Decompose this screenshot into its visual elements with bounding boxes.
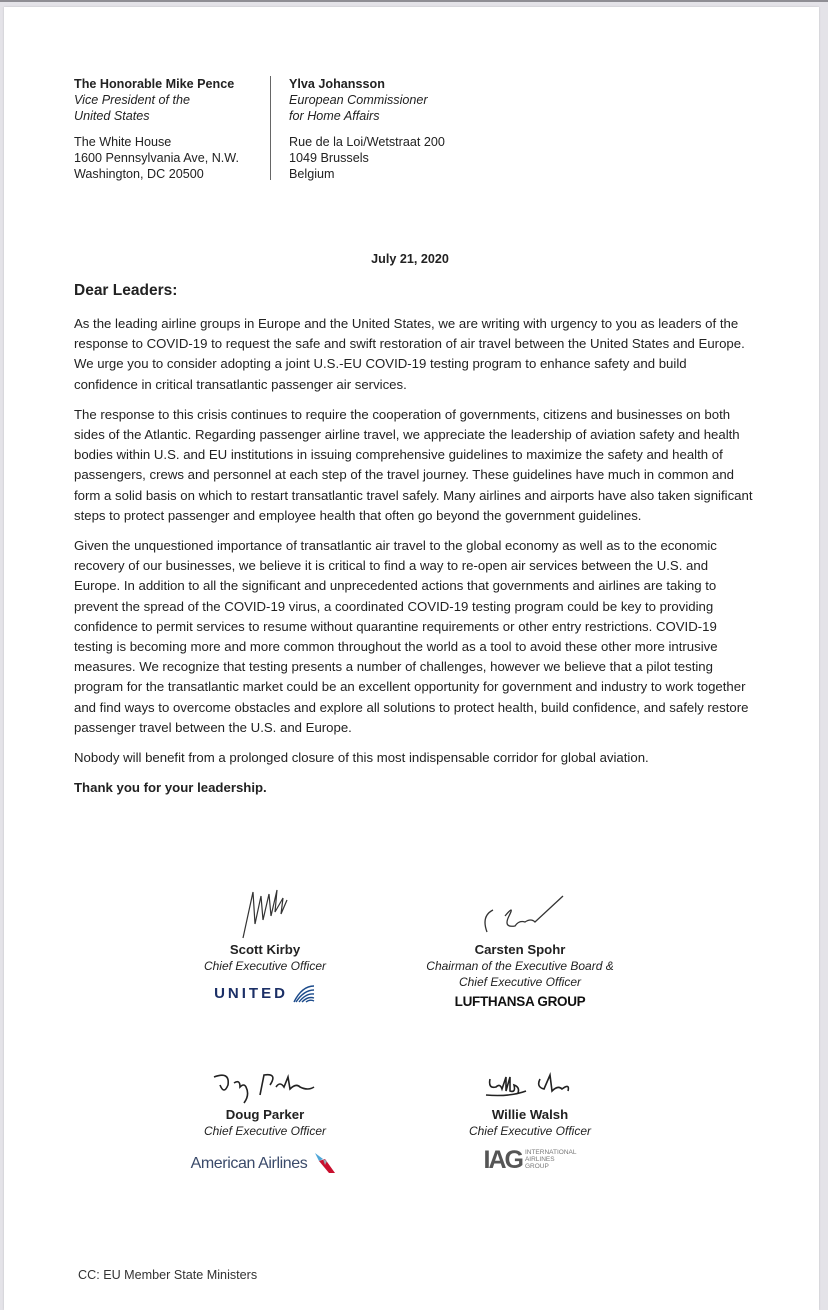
recipient-address-line: Washington, DC 20500 (74, 167, 204, 181)
recipient-title: European Commissioner (289, 93, 428, 107)
signatory-name: Doug Parker (225, 1107, 305, 1122)
recipient-title: United States (74, 109, 150, 123)
recipient-address-line: Belgium (289, 167, 335, 181)
paragraph: The response to this crisis continues to require the cooperation of governments, citizens and businesses on both sides of the Atlantic. Regarding passenger airline travel, we appreciate the leadership of aviation safety and health bodies within U.S. and EU institutions in issuing comprehensive guidelines to maximize the safety and health of passengers, crews and personnel at each step of the travel journey. These guidelines have much in common and form a solid basis on which to restart transatlantic travel safely. Many airlines and airports have also taken significant steps to protect passenger and employee health that often go beyond the government guidelines. (74, 406, 753, 523)
signatory-name: Scott Kirby (229, 942, 301, 957)
recipient-address-line: The White House (74, 135, 172, 149)
iag-subtext-line: AIRLINES (524, 1156, 555, 1163)
logo-text: UNITED (214, 985, 288, 1002)
signatory-title: Chief Executive Officer (458, 975, 582, 989)
paragraph: As the leading airline groups in Europe and the United States, we are writing with urgency to you as leaders of the response to COVID-19 to request the safe and swift restoration of air travel between the United States and Europe. We urge you to consider adopting a joint U.S.-EU COVID-19 testing program to enhance safety and build confidence in critical transatlantic passenger air services. (74, 316, 745, 392)
viewer-top-bar (0, 0, 828, 2)
iag-logo (450, 1145, 610, 1174)
signature-scribble-icon (225, 886, 305, 942)
signature-scribble-icon (470, 1065, 590, 1107)
recipient-title: for Home Affairs (289, 109, 380, 123)
signatory-name: Willie Walsh (491, 1107, 569, 1122)
recipient-us (74, 76, 239, 182)
signatory-title: Chief Executive Officer (468, 1124, 592, 1138)
signatory-name: Carsten Spohr (474, 942, 566, 957)
united-logo (190, 984, 340, 1004)
logo-text: American Airlines (190, 1155, 308, 1172)
flight-symbol-icon (311, 1151, 339, 1177)
signatory-title: Chairman of the Executive Board & (426, 959, 614, 973)
letter-date: July 21, 2020 (371, 252, 449, 266)
recipient-title: Vice President of the (74, 93, 190, 107)
signatory-parker (180, 1065, 350, 1177)
recipient-eu (289, 76, 445, 182)
recipient-name: Ylva Johansson (289, 77, 385, 91)
signatory-title: Chief Executive Officer (203, 1124, 327, 1138)
signature-scribble-icon (200, 1065, 330, 1107)
signatory-title: Chief Executive Officer (203, 959, 327, 973)
recipient-address-line: 1600 Pennsylvania Ave, N.W. (74, 151, 239, 165)
signatory-spohr (420, 886, 620, 1010)
iag-subtext-line: INTERNATIONAL (524, 1149, 577, 1156)
paragraph: Given the unquestioned importance of transatlantic air travel to the global economy as well as to the economic recovery of our businesses, we believe it is critical to find a way to re-open air services between the U.S. and Europe. In addition to all the significant and unprecedented actions that governments and airlines are taking to prevent the spread of the COVID-19 virus, a coordinated COVID-19 testing program could be key to providing confidence to permit services to resume without quarantine requirements or other entry restrictions. COVID-19 testing is becoming more and more common throughout the world as a tool to avoid these other more intrusive measures. We recognize that testing presents a number of challenges, however we believe that a pilot testing program for the transatlantic market could be an excellent opportunity for government and industry to work together and find ways to overcome obstacles and explore all solutions to protect health, build confidence, and safely restore passenger travel between the U.S. and Europe. (74, 538, 749, 735)
iag-subtext (525, 1149, 577, 1170)
recipient-name: The Honorable Mike Pence (74, 77, 235, 91)
closing-line: Thank you for your leadership. (74, 780, 267, 796)
logo-text: IAG (483, 1145, 522, 1174)
letter-body (74, 314, 754, 808)
salutation: Dear Leaders: (74, 282, 178, 299)
lufthansa-group-logo: LUFTHANSA GROUP (454, 994, 586, 1009)
signature-scribble-icon (465, 886, 575, 942)
recipient-address-line: 1049 Brussels (289, 151, 369, 165)
iag-subtext-line: GROUP (524, 1163, 549, 1170)
cc-line: CC: EU Member State Ministers (78, 1268, 258, 1282)
united-globe-icon (292, 984, 316, 1004)
signatory-kirby (190, 886, 340, 1004)
american-airlines-logo (180, 1151, 350, 1177)
paragraph: Nobody will benefit from a prolonged closure of this most indispensable corridor for global aviation. (74, 750, 649, 766)
signatory-walsh (450, 1065, 610, 1174)
recipient-address-line: Rue de la Loi/Wetstraat 200 (289, 135, 445, 149)
recipient-divider (270, 76, 271, 180)
